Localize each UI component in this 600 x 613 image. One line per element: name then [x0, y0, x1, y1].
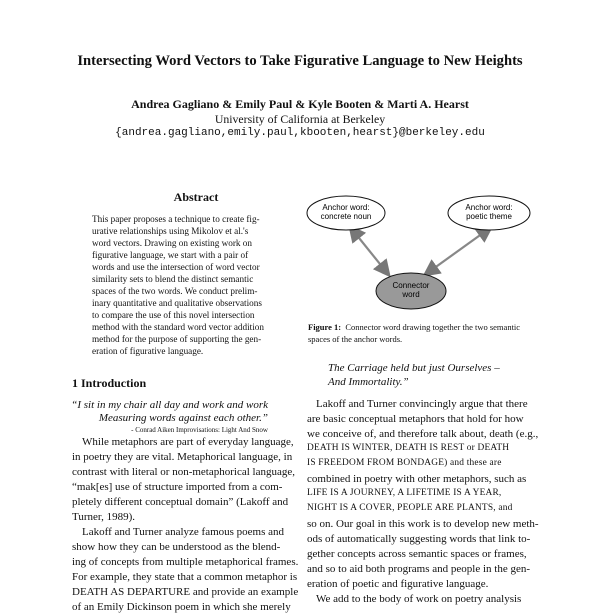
- body-line: “mak[es] use of structure imported from a com-: [72, 481, 283, 493]
- author-list: Andrea Gagliano & Emily Paul & Kyle Booten & Marti A. Hearst: [131, 97, 469, 111]
- section-heading: 1 Introduction: [72, 376, 147, 390]
- abstract-heading: Abstract: [173, 190, 219, 204]
- epigraph-line: “I sit in my chair all day and work and work: [71, 399, 268, 411]
- body-line: gether concepts across semantic spaces or frames,: [307, 548, 527, 560]
- anchor-right-label: Anchor word: poetic theme: [465, 203, 513, 221]
- abstract-line: inary quantitative and qualitative observations: [92, 298, 262, 308]
- body-line: we conceive of, and therefore talk about, death (e.g.,: [307, 428, 539, 440]
- body-line: ing of concepts from multiple metaphorical frames.: [72, 556, 299, 568]
- body-line: and so to aid both programs and people in the gen-: [307, 563, 531, 575]
- right-connector-arrow: [426, 228, 490, 274]
- body-line: eration of poetic and figurative language.: [307, 578, 489, 590]
- abstract-line: words and use the intersection of word vector: [92, 262, 260, 272]
- figure-caption-text: Connector word drawing together the two semantic: [345, 322, 521, 332]
- figure-label: Figure 1:: [308, 322, 342, 332]
- abstract-line: This paper proposes a technique to create fig-: [92, 214, 260, 224]
- body-line: NIGHT IS A COVER, PEOPLE ARE PLANTS, and: [307, 503, 513, 513]
- poem-quote-line: And Immortality.”: [328, 376, 409, 388]
- abstract-line: method for the purpose of supporting the gen-: [92, 334, 262, 344]
- body-line: combined in poetry with other metaphors, such as: [307, 473, 527, 485]
- body-line: contrast with literal or non-metaphorical language,: [72, 466, 295, 478]
- body-line: in poetry they are vital. Metaphorical language, in: [72, 451, 293, 463]
- body-line: Lakoff and Turner analyze famous poems and: [82, 526, 285, 538]
- body-line: Turner, 1989).: [72, 511, 136, 523]
- poem-quote-line: The Carriage held but just Ourselves –: [328, 362, 500, 374]
- body-line: IS FREEDOM FROM BONDAGE) and these are: [307, 458, 502, 468]
- abstract-line: word vectors. Drawing on existing work on: [92, 238, 252, 248]
- epigraph-line: Measuring words against each other.”: [98, 412, 268, 424]
- body-line: pletely different conceptual domain” (Lakoff and: [72, 496, 289, 508]
- abstract-line: similarity sets to blend the distinct semantic: [92, 274, 254, 284]
- paper-title: Intersecting Word Vectors to Take Figurative Language to New Heights: [77, 53, 523, 69]
- body-line: ods of automatically suggesting words that link to-: [307, 533, 531, 545]
- connector-label: Connector word: [392, 281, 430, 299]
- figure-caption-line2: spaces of the anchor words.: [308, 334, 403, 344]
- body-line: We add to the body of work on poetry analysis: [316, 593, 522, 605]
- body-line: are basic conceptual metaphors that hold for how: [307, 413, 524, 425]
- body-line: LIFE IS A JOURNEY, A LIFETIME IS A YEAR,: [307, 488, 502, 498]
- body-line: While metaphors are part of everyday language,: [82, 436, 294, 448]
- figure-caption-line1: [308, 322, 520, 332]
- anchor-left-label: Anchor word: concrete noun: [320, 203, 372, 221]
- body-line: show how they can be understood as the blend-: [72, 541, 281, 553]
- body-line: of an Emily Dickinson poem in which she merely: [72, 601, 291, 613]
- figure-diagram: [298, 186, 538, 331]
- body-line: Lakoff and Turner convincingly argue that there: [316, 398, 528, 410]
- abstract-line: eration of figurative language.: [92, 346, 204, 356]
- abstract-line: method with the standard word vector addition: [92, 322, 264, 332]
- epigraph-source: - Conrad Aiken Improvisations: Light And Snow: [131, 426, 268, 434]
- abstract-line: urative relationships using Mikolov et al.'s: [92, 226, 249, 236]
- affiliation: University of California at Berkeley: [214, 112, 386, 126]
- body-line: DEATH AS DEPARTURE and provide an example: [72, 586, 299, 598]
- abstract-line: figurative language, we start with a pair of: [92, 250, 249, 260]
- left-connector-arrow: [351, 228, 388, 274]
- body-line: so on. Our goal in this work is to develop new meth-: [307, 518, 539, 530]
- author-emails[interactable]: {andrea.gagliano,emily.paul,kbooten,hearst}@berkeley.edu: [115, 127, 485, 139]
- abstract-line: to compare the use of this novel intersection: [92, 310, 255, 320]
- body-line: For example, they state that a common metaphor is: [72, 571, 298, 583]
- abstract-line: spaces of the two words. We conduct prelim-: [92, 286, 258, 296]
- body-line: DEATH IS WINTER, DEATH IS REST or DEATH: [307, 443, 510, 453]
